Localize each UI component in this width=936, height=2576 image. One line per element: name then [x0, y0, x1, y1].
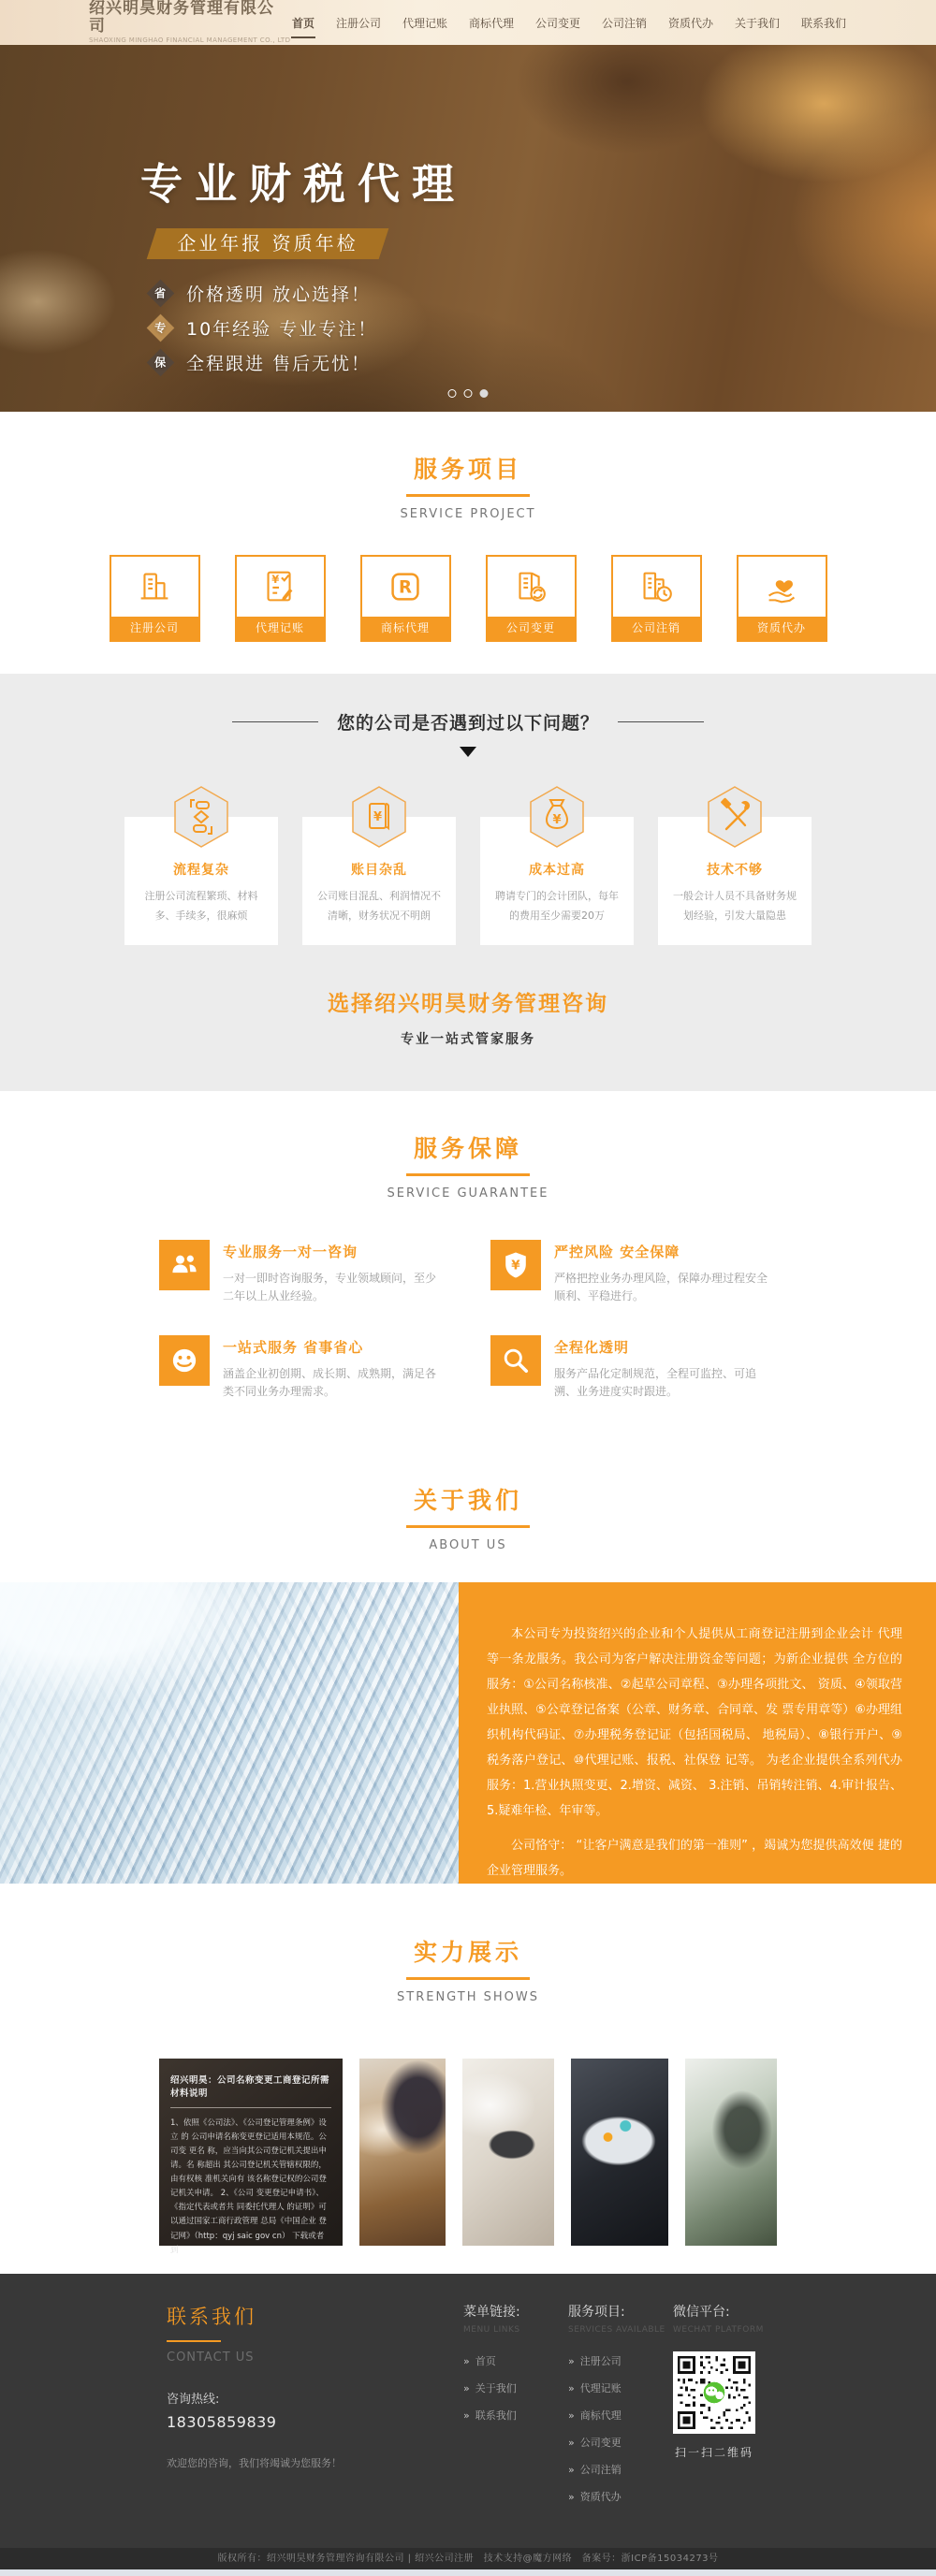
strength-row — [0, 2059, 936, 2255]
desk-overhead-photo[interactable] — [462, 2059, 554, 2246]
strength-article-card[interactable] — [159, 2059, 343, 2255]
footer-menu-links — [463, 2353, 568, 2423]
magnifier-icon — [490, 1335, 541, 1386]
carousel-dot-1[interactable] — [448, 389, 457, 398]
service-card-label: 资质代办 — [739, 617, 826, 640]
footer-services-links — [568, 2353, 673, 2504]
problems-heading-text: 您的公司是否遇到过以下问题？ — [336, 713, 599, 734]
choose-title: 选择绍兴明昊财务管理咨询 — [328, 991, 608, 1016]
svg-text:R: R — [398, 577, 413, 598]
service-card-qualification[interactable] — [737, 555, 827, 642]
ledger-pen-icon — [237, 557, 324, 617]
chevron-right-icon: » — [463, 2354, 470, 2367]
diamond-badge-guarantee: 保 — [147, 349, 175, 377]
nav-item-qualification[interactable]: 资质代办 — [667, 16, 713, 30]
service-card-label: 注册公司 — [111, 617, 198, 640]
logo-company-name-en: SHAOXING MINGHAO FINANCIAL MANAGEMENT CO., LTD — [89, 36, 291, 44]
problem-title: 流程复杂 — [173, 863, 229, 878]
service-card-label: 公司变更 — [488, 617, 575, 640]
diamond-badge-pro: 专 — [147, 314, 175, 342]
chevron-right-icon: » — [463, 2409, 470, 2422]
footer-services-title: 服务项目: — [568, 2304, 625, 2320]
svg-text:¥: ¥ — [552, 813, 562, 827]
footer-wechat-column — [673, 2302, 804, 2516]
strength-subtitle: STRENGTH SHOWS — [397, 1989, 539, 2004]
nav-item-trademark[interactable]: 商标代理 — [468, 16, 514, 30]
footer-link-contact[interactable]: » 联系我们 — [463, 2409, 517, 2422]
services-title: 服务项目 — [406, 451, 530, 497]
footer-link-cancellation[interactable]: » 公司注销 — [568, 2463, 622, 2476]
service-card-label: 商标代理 — [362, 617, 449, 640]
guarantee-head — [0, 1091, 936, 1201]
strength-article-title: 绍兴明昊：公司名称变更工商登记所需材料说明 — [170, 2073, 331, 2108]
hero-bullet-guarantee — [148, 350, 377, 375]
hand-heart-icon — [739, 557, 826, 617]
chevron-right-icon: » — [463, 2381, 470, 2394]
about-text — [459, 1582, 936, 1884]
hero-ribbon-text: 企业年报 资质年检 — [177, 232, 358, 255]
guarantee-item-text — [223, 1335, 446, 1401]
divider-line — [232, 721, 318, 722]
services-subtitle: SERVICE PROJECT — [400, 507, 536, 521]
guarantee-item-desc: 服务产品化定制规范，全程可监控、可追溯、业务进度实时跟进。 — [554, 1367, 757, 1399]
guarantee-section — [0, 1091, 936, 1443]
glass-building-photo — [0, 1582, 459, 1884]
guarantee-item-text — [554, 1335, 777, 1401]
shield-yuan-icon — [490, 1240, 541, 1290]
svg-text:¥: ¥ — [511, 1258, 520, 1273]
services-section — [0, 412, 936, 674]
chevron-right-icon: » — [568, 2354, 575, 2367]
about-head — [0, 1443, 936, 1552]
svg-text:¥: ¥ — [271, 573, 280, 587]
strength-title: 实力展示 — [406, 1934, 530, 1980]
hero-ribbon — [147, 228, 389, 259]
hero-title: 专业财税代理 — [140, 159, 467, 209]
about-subtitle: ABOUT US — [429, 1537, 507, 1552]
hero-bullet-text: 全程跟进 售后无忧！ — [186, 354, 372, 374]
problem-card-accounts — [302, 810, 456, 945]
service-card-trademark[interactable] — [360, 555, 451, 642]
footer-services-column — [568, 2302, 673, 2516]
problem-card-process — [124, 817, 278, 945]
guarantee-item-desc: 严格把控业务办理风险，保障办理过程安全顺利、平稳进行。 — [554, 1271, 768, 1303]
guarantee-item-risk — [490, 1240, 777, 1305]
footer-link-home[interactable]: » 首页 — [463, 2354, 496, 2367]
nav-item-register[interactable]: 注册公司 — [335, 16, 381, 30]
problem-title: 成本过高 — [529, 863, 585, 878]
svg-text:¥: ¥ — [373, 810, 383, 824]
problems-section — [0, 674, 936, 1091]
footer-link-about[interactable]: » 关于我们 — [463, 2381, 517, 2394]
guarantee-item-onestop — [159, 1335, 446, 1401]
guarantee-subtitle: SERVICE GUARANTEE — [387, 1186, 549, 1201]
service-cards — [0, 555, 936, 642]
problem-card-skill — [658, 817, 812, 945]
service-card-bookkeeping[interactable] — [235, 555, 326, 642]
diamond-badge-save: 省 — [147, 280, 175, 308]
strength-section — [0, 1884, 936, 2255]
hotline-label: 咨询热线: — [167, 2392, 220, 2407]
guarantee-item-consult — [159, 1240, 446, 1305]
footer-welcome-text: 欢迎您的咨询，我们将竭诚为您服务！ — [167, 2456, 342, 2469]
copyright-bar: 版权所有：绍兴明昊财务管理咨询有限公司 | 绍兴公司注册 技术支持@魔方网络 备案号：浙ICP备15034273号 — [0, 2548, 936, 2569]
service-card-label: 代理记账 — [237, 617, 324, 640]
nav-item-change[interactable]: 公司变更 — [534, 16, 580, 30]
about-section — [0, 1443, 936, 1884]
problem-desc: 公司账目混乱、利润情况不清晰，财务状况不明朗 — [317, 890, 441, 922]
nav-item-about[interactable]: 关于我们 — [734, 16, 780, 30]
guarantee-item-title: 全程化透明 — [554, 1339, 630, 1357]
footer-link-bookkeeping[interactable]: » 代理记账 — [568, 2381, 622, 2394]
carousel-dot-2[interactable] — [464, 389, 473, 398]
hero-bullet-text: 价格透明 放心选择！ — [186, 284, 372, 305]
laptop-charts-photo[interactable] — [571, 2059, 668, 2246]
hotline-phone: 18305859839 — [167, 2412, 277, 2431]
carousel-dot-3-active[interactable] — [480, 389, 489, 398]
footer-menu-column — [463, 2302, 568, 2516]
chevron-right-icon: » — [568, 2490, 575, 2503]
guarantee-grid — [159, 1240, 777, 1402]
wechat-qr-code — [673, 2351, 755, 2434]
footer-services-subtitle: SERVICES AVAILABLE — [568, 2324, 665, 2335]
money-bag-icon — [530, 786, 584, 848]
guarantee-title: 服务保障 — [406, 1130, 530, 1176]
guarantee-item-desc: 一对一即时咨询服务，专业领域顾问，至少二年以上从业经验。 — [223, 1271, 437, 1303]
about-block — [0, 1582, 936, 1884]
guarantee-item-title: 一站式服务 省事省心 — [223, 1339, 364, 1357]
hero-bullet-text: 10年经验 专业专注！ — [186, 319, 378, 340]
footer-link-register[interactable]: » 注册公司 — [568, 2354, 622, 2367]
service-card-register[interactable] — [110, 555, 200, 642]
services-head — [0, 412, 936, 521]
footer-contact-column — [167, 2302, 429, 2516]
meeting-photo[interactable] — [359, 2059, 446, 2246]
chevron-right-icon: » — [568, 2436, 575, 2449]
hero-bullets — [148, 281, 377, 385]
guarantee-item-title: 专业服务一对一咨询 — [223, 1243, 358, 1260]
chevron-right-icon: » — [568, 2409, 575, 2422]
registered-trademark-icon — [362, 557, 449, 617]
problems-heading — [0, 709, 936, 735]
nav-item-home[interactable]: 首页 — [291, 7, 315, 38]
footer-link-trademark[interactable]: » 商标代理 — [568, 2409, 622, 2422]
footer-menu-subtitle: MENU LINKS — [463, 2324, 520, 2335]
chevron-right-icon: » — [568, 2381, 575, 2394]
problem-cards — [0, 810, 936, 945]
guarantee-item-text — [554, 1240, 777, 1305]
logo-company-name: 绍兴明昊财务管理有限公司 — [89, 0, 274, 36]
divider-line — [618, 721, 704, 722]
problem-desc: 注册公司流程繁琐、材料多、手续多，很麻烦 — [144, 890, 258, 922]
nav-item-contact[interactable]: 联系我们 — [800, 16, 846, 30]
about-title: 关于我们 — [406, 1482, 530, 1528]
handshake-photo[interactable] — [685, 2059, 777, 2246]
carousel-dots — [448, 389, 489, 398]
footer-link-qualification[interactable]: » 资质代办 — [568, 2490, 622, 2503]
building-refresh-icon — [488, 557, 575, 617]
footer-link-change[interactable]: » 公司变更 — [568, 2436, 622, 2449]
nav-item-bookkeeping[interactable]: 代理记账 — [402, 16, 447, 30]
chevron-right-icon: » — [568, 2463, 575, 2476]
guarantee-item-transparent — [490, 1335, 777, 1401]
building-clock-icon — [613, 557, 700, 617]
footer-wechat-subtitle: WECHAT PLATFORM — [673, 2324, 764, 2335]
page-bottom-strip — [0, 2569, 936, 2576]
hero-banner — [0, 45, 936, 412]
accent-underline — [167, 2340, 221, 2342]
qr-scan-label: 扫一扫二维码 — [674, 2445, 753, 2459]
hero-bullet-save — [148, 281, 377, 306]
service-card-label: 公司注销 — [613, 617, 700, 640]
problem-card-cost — [480, 813, 634, 945]
footer-menu-title: 菜单链接: — [463, 2304, 520, 2320]
strength-article-body: 1、依照《公司法》、《公司登记管理条例》设立 的 公司申请名称变更登记适用本规范。公司变 更名 称，应当向其公司登记机关提出申请。名 称超出 其公司登记机关管辖权限的，由有权核 准机关向有 该名称登记权的公司登记机关申请。 2、《公司 变更登记申请书》、《指定代表或者共 同委托代理人 的证明》可以通过国家工商行政管理 总局《中国企业 登记网》（http：qyj saic gov cn） 下载或者到 — [170, 2118, 327, 2255]
service-card-cancellation[interactable] — [611, 555, 702, 642]
nav-item-cancellation[interactable]: 公司注销 — [601, 16, 647, 30]
problem-desc: 一般会计人员不具备财务规划经验，引发大量隐患 — [673, 890, 797, 922]
flowchart-icon — [174, 786, 228, 848]
strength-head — [0, 1895, 936, 2004]
about-paragraph-1: 本公司专为投资绍兴的企业和个人提供从工商登记注册到企业会计 代理等一条龙服务。我公司为客户解决注册资金等问题；为新企业提供 全方位的服务：①公司名称核准、②起草公司章程、③办理各项批文、 资质、④领取营业执照、⑤公章登记备案（公章、财务章、合同章、发 票专用章等）⑥办理组织机构代码证、⑦办理税务登记证（包括国税局、 地税局）、⑧银行开户、⑨税务落户登记、⑩代理记账、报税、社保登 记等。 为老企业提供全系列代办服务：1.营业执照变更、2.增资、减资、 3.注销、吊销转注销、4.审计报告、5.疑难年检、年审等。 — [487, 1626, 902, 1818]
main-nav — [291, 7, 847, 38]
smiley-icon — [159, 1335, 210, 1386]
account-book-icon — [352, 786, 406, 848]
hero-bullet-pro — [148, 315, 377, 341]
footer-contact-title: 联系我们 — [167, 2305, 256, 2328]
service-card-change[interactable] — [486, 555, 577, 642]
problem-title: 账目杂乱 — [351, 863, 407, 878]
tools-icon — [708, 786, 762, 848]
guarantee-item-text — [223, 1240, 446, 1305]
company-building-icon — [111, 557, 198, 617]
guarantee-item-title: 严控风险 安全保障 — [554, 1243, 680, 1260]
users-icon — [159, 1240, 210, 1290]
guarantee-item-desc: 涵盖企业初创期、成长期、成熟期，满足各类不同业务办理需求。 — [223, 1367, 437, 1399]
choose-subtitle: 专业一站式管家服务 — [401, 1031, 535, 1047]
logo[interactable] — [89, 0, 291, 44]
site-header — [0, 0, 936, 45]
site-footer — [0, 2274, 936, 2548]
footer-contact-subtitle: CONTACT US — [167, 2350, 255, 2365]
problem-title: 技术不够 — [707, 863, 763, 878]
about-paragraph-2: 公司恪守： “让客户满意是我们的第一准则” ，竭诚为您提供高效便 捷的企业管理服务。 — [487, 1838, 902, 1878]
down-arrow-icon — [460, 747, 476, 757]
problem-desc: 聘请专门的会计团队，每年的费用至少需要20万 — [495, 890, 619, 922]
footer-wechat-title: 微信平台: — [673, 2304, 730, 2320]
